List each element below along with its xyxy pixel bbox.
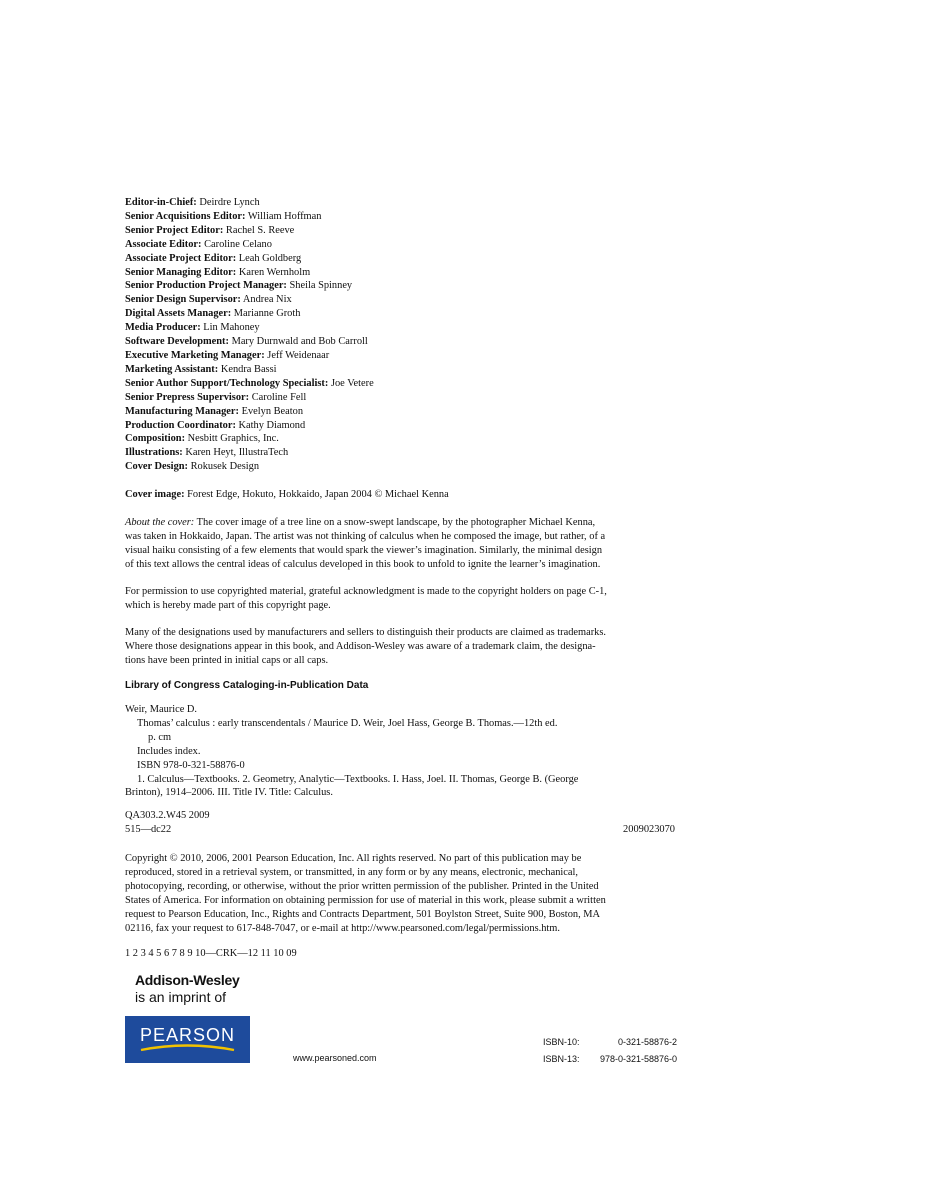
credit-role: Cover Design: <box>125 461 189 473</box>
cip-index: Includes index. <box>137 745 201 757</box>
call-number: QA303.2.W45 2009 <box>125 810 210 821</box>
credit-row <box>125 377 685 391</box>
about-cover-paragraph <box>125 516 675 572</box>
credit-row <box>125 279 685 293</box>
credit-name: Lin Mahoney <box>200 322 260 334</box>
copyright-line: States of America. For information on obtaining permission for use of material in this work, please submit a written <box>125 894 606 906</box>
isbn-label: ISBN-13: <box>543 1054 580 1064</box>
isbn-row <box>543 1034 677 1051</box>
credit-role: Marketing Assistant: <box>125 363 219 375</box>
cip-record <box>125 703 675 800</box>
cip-subjects: 1. Calculus—Textbooks. 2. Geometry, Analytic—Textbooks. I. Hass, Joel. II. Thomas, George B. (George <box>137 773 579 785</box>
credit-name: Sheila Spinney <box>286 280 353 292</box>
credit-role: Senior Author Support/Technology Specialist: <box>125 377 329 389</box>
imprint-text: is an imprint of <box>135 989 227 1005</box>
credit-name: Kathy Diamond <box>235 419 306 431</box>
credit-name: Karen Heyt, IllustraTech <box>182 447 289 459</box>
website-url: www.pearsoned.com <box>293 1053 377 1063</box>
credit-role: Associate Editor: <box>125 238 202 250</box>
about-cover-line: was taken in Hokkaido, Japan. The artist was not thinking of calculus when he composed the image, but rather, of a <box>125 530 606 542</box>
credit-row <box>125 405 685 419</box>
credit-name: Karen Wernholm <box>236 266 311 278</box>
isbn-row <box>543 1051 677 1068</box>
cip-author: Weir, Maurice D. <box>125 704 198 715</box>
credit-name: Rokusek Design <box>188 461 260 473</box>
logo-wordmark: PEARSON <box>139 1025 236 1045</box>
credit-name: Mary Durnwald and Bob Carroll <box>228 336 368 348</box>
credit-row <box>125 266 685 280</box>
credit-role: Composition: <box>125 433 186 445</box>
permission-line: which is hereby made part of this copyright page. <box>125 599 331 611</box>
credit-name: Caroline Fell <box>249 391 307 403</box>
isbn-label: ISBN-10: <box>543 1037 580 1047</box>
print-line: 1 2 3 4 5 6 7 8 9 10—CRK—12 11 10 09 <box>125 948 297 959</box>
call-numbers <box>125 809 675 837</box>
credit-role: Manufacturing Manager: <box>125 405 239 417</box>
credit-row <box>125 460 685 474</box>
cover-image-credit <box>125 488 449 502</box>
credit-row <box>125 349 685 363</box>
credit-row <box>125 196 685 210</box>
credit-role: Production Coordinator: <box>125 419 236 431</box>
credit-name: Evelyn Beaton <box>239 405 304 417</box>
about-cover-line: visual haiku consisting of a few elements that would spark the viewer’s imagination. Similarly, the minimal design <box>125 544 603 556</box>
credit-role: Executive Marketing Manager: <box>125 349 265 361</box>
credit-row <box>125 210 685 224</box>
lccn-number: 2009023070 <box>623 823 675 835</box>
publisher-name: Addison-Wesley <box>135 972 240 988</box>
credit-name: Jeff Weidenaar <box>264 349 330 361</box>
cip-subjects: Brinton), 1914–2006. III. Title IV. Title: Calculus. <box>125 787 333 799</box>
copyright-page <box>125 196 685 1064</box>
credit-role: Media Producer: <box>125 322 201 334</box>
cip-pages: p. cm <box>148 731 172 743</box>
credit-name: Andrea Nix <box>240 294 292 306</box>
credit-row <box>125 335 685 349</box>
isbn-value: 0-321-58876-2 <box>617 1037 677 1047</box>
about-cover-lead: About the cover: <box>125 517 195 528</box>
credit-name: William Hoffman <box>245 210 322 222</box>
copyright-line: request to Pearson Education, Inc., Rights and Contracts Department, 501 Boylston Street, Suite 900, Boston, MA <box>125 908 601 920</box>
permission-line: For permission to use copyrighted material, grateful acknowledgment is made to the copyright holders on page C-1, <box>125 586 607 597</box>
credit-row <box>125 391 685 405</box>
credit-name: Marianne Groth <box>231 308 301 320</box>
copyright-line: Copyright © 2010, 2006, 2001 Pearson Education, Inc. All rights reserved. No part of this publication may be <box>125 853 582 864</box>
credit-name: Nesbitt Graphics, Inc. <box>185 433 279 445</box>
trademark-line: Where those designations appear in this book, and Addison-Wesley was aware of a trademark claim, the designa- <box>125 640 596 652</box>
isbn-value: 978-0-321-58876-0 <box>599 1054 677 1064</box>
copyright-line: reproduced, stored in a retrieval system, or transmitted, in any form or by any means, electronic, mechanical, <box>125 866 578 878</box>
credit-row <box>125 252 685 266</box>
cip-title: Thomas’ calculus : early transcendentals / Maurice D. Weir, Joel Hass, George B. Thomas.—12th ed. <box>137 717 558 729</box>
isbn-block <box>543 1034 677 1068</box>
credit-name: Kendra Bassi <box>218 363 277 375</box>
credit-role: Software Development: <box>125 336 229 348</box>
trademark-line: Many of the designations used by manufacturers and sellers to distinguish their products are claimed as trademarks. <box>125 627 607 638</box>
credit-role: Senior Project Editor: <box>125 224 224 236</box>
cover-image-label: Cover image: <box>125 489 185 500</box>
credit-name: Deirdre Lynch <box>196 197 260 208</box>
credit-role: Senior Prepress Supervisor: <box>125 391 250 403</box>
credit-role: Editor-in-Chief: <box>125 197 197 208</box>
trademark-paragraph <box>125 626 675 668</box>
pearson-logo <box>125 1016 250 1063</box>
copyright-line: photocopying, recording, or otherwise, without the prior written permission of the publisher. Printed in the United <box>125 880 599 892</box>
credit-name: Rachel S. Reeve <box>223 224 295 236</box>
credit-role: Senior Acquisitions Editor: <box>125 210 246 222</box>
credit-role: Senior Production Project Manager: <box>125 280 287 292</box>
credit-row <box>125 446 685 460</box>
credit-role: Associate Project Editor: <box>125 252 237 264</box>
about-cover-line <box>125 516 675 530</box>
credit-row <box>125 224 685 238</box>
credit-name: Joe Vetere <box>328 377 374 389</box>
logo-swoosh-icon <box>139 1043 236 1053</box>
credit-row <box>125 419 685 433</box>
credit-role: Senior Design Supervisor: <box>125 294 241 306</box>
credit-name: Caroline Celano <box>201 238 272 250</box>
credits-list <box>125 196 685 474</box>
cip-heading: Library of Congress Cataloging-in-Publication Data <box>125 680 369 691</box>
about-cover-text: The cover image of a tree line on a snow-swept landscape, by the photographer Michael Kenna, <box>194 517 596 528</box>
credit-row <box>125 238 685 252</box>
cover-image-text: Forest Edge, Hokuto, Hokkaido, Japan 2004 © Michael Kenna <box>184 489 449 500</box>
copyright-notice <box>125 852 685 935</box>
permission-paragraph <box>125 585 675 613</box>
credit-row <box>125 321 685 335</box>
credit-role: Senior Managing Editor: <box>125 266 237 278</box>
credit-row <box>125 307 685 321</box>
credit-row <box>125 293 685 307</box>
credit-row <box>125 363 685 377</box>
about-cover-line: of this text allows the central ideas of calculus developed in this book to unfold to ignite the learner’s imagination. <box>125 558 601 570</box>
copyright-line: 02116, fax your request to 617-848-7047, or e-mail at http://www.pearsoned.com/legal/permissions.htm. <box>125 922 560 934</box>
cip-isbn: ISBN 978-0-321-58876-0 <box>137 759 245 771</box>
credit-name: Leah Goldberg <box>236 252 302 264</box>
imprint-statement <box>135 972 239 1006</box>
credit-row <box>125 432 685 446</box>
credit-role: Digital Assets Manager: <box>125 308 232 320</box>
dewey-number: 515—dc22 <box>125 823 172 835</box>
credit-role: Illustrations: <box>125 447 183 459</box>
trademark-line: tions have been printed in initial caps or all caps. <box>125 654 329 666</box>
